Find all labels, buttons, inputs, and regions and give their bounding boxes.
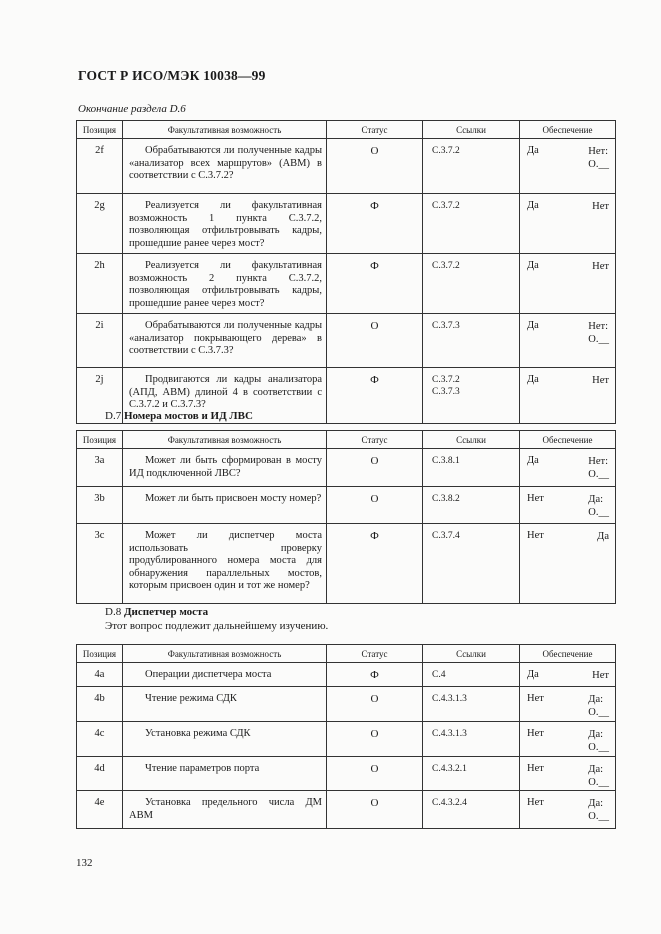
column-header-support: Обеспечение bbox=[520, 121, 616, 139]
table-row bbox=[77, 314, 616, 368]
support-primary: Да bbox=[527, 320, 539, 331]
position-cell: 2h bbox=[77, 254, 123, 314]
support-other: О.__ bbox=[588, 159, 609, 170]
support-cell bbox=[520, 139, 616, 194]
position-cell: 3a bbox=[77, 449, 123, 487]
reference-text: C.3.8.2 bbox=[432, 494, 460, 504]
option-cell bbox=[123, 194, 327, 254]
status-cell: Ф bbox=[327, 368, 423, 424]
support-alternative: Да bbox=[597, 531, 609, 542]
support-other: О.__ bbox=[588, 507, 609, 518]
column-header-references: Ссылки bbox=[423, 121, 520, 139]
status-cell: О bbox=[327, 757, 423, 791]
table-row bbox=[77, 524, 616, 604]
table-row bbox=[77, 254, 616, 314]
option-cell bbox=[123, 722, 327, 757]
reference-cell bbox=[423, 687, 520, 722]
support-cell bbox=[520, 791, 616, 829]
support-alternative: Да: bbox=[588, 694, 604, 705]
column-header-support: Обеспечение bbox=[520, 645, 616, 663]
column-header-status: Статус bbox=[327, 121, 423, 139]
reference-cell bbox=[423, 254, 520, 314]
status-cell: Ф bbox=[327, 663, 423, 687]
option-text: Обрабатываются ли полученные кадры «анализатор покрывающего дерева» в соответствии с С.3.7.3? bbox=[129, 320, 322, 357]
section-d8-heading: D.8 Диспетчер моста bbox=[105, 606, 209, 618]
page-number: 132 bbox=[76, 857, 93, 869]
support-other: О.__ bbox=[588, 707, 609, 718]
column-header-option: Факультативная возможность bbox=[123, 121, 327, 139]
column-header-position: Позиция bbox=[77, 431, 123, 449]
reference-text: C.3.8.1 bbox=[432, 456, 460, 466]
support-cell bbox=[520, 663, 616, 687]
position-cell: 4d bbox=[77, 757, 123, 791]
support-primary: Да bbox=[527, 145, 539, 156]
support-cell bbox=[520, 368, 616, 424]
option-cell bbox=[123, 791, 327, 829]
support-cell bbox=[520, 254, 616, 314]
support-other: О.__ bbox=[588, 334, 609, 345]
reference-text: C.4.3.1.3 bbox=[432, 729, 467, 739]
support-alternative: Да: bbox=[588, 798, 604, 809]
option-text: Может ли быть сформирован в мосту ИД подключенной ЛВС? bbox=[129, 455, 322, 479]
option-text: Операции диспетчера моста bbox=[145, 669, 272, 680]
reference-text: C.4.3.2.1 bbox=[432, 764, 467, 774]
reference-cell bbox=[423, 757, 520, 791]
support-other: О.__ bbox=[588, 777, 609, 788]
option-cell bbox=[123, 314, 327, 368]
reference-cell bbox=[423, 524, 520, 604]
support-cell bbox=[520, 524, 616, 604]
option-cell bbox=[123, 663, 327, 687]
status-cell: Ф bbox=[327, 524, 423, 604]
position-cell: 2i bbox=[77, 314, 123, 368]
reference-text: C.3.7.2 bbox=[432, 261, 460, 271]
column-header-option: Факультативная возможность bbox=[123, 431, 327, 449]
table-row bbox=[77, 449, 616, 487]
continuation-caption: Окончание раздела D.6 bbox=[78, 103, 186, 115]
support-alternative: Нет bbox=[592, 375, 609, 386]
table-row bbox=[77, 487, 616, 524]
status-cell: О bbox=[327, 139, 423, 194]
position-cell: 2j bbox=[77, 368, 123, 424]
column-header-status: Статус bbox=[327, 645, 423, 663]
support-cell bbox=[520, 722, 616, 757]
support-other: О.__ bbox=[588, 811, 609, 822]
status-cell: Ф bbox=[327, 254, 423, 314]
support-primary: Нет bbox=[527, 797, 544, 808]
table-row bbox=[77, 194, 616, 254]
support-alternative: Да: bbox=[588, 764, 604, 775]
support-primary: Нет bbox=[527, 693, 544, 704]
support-primary: Да bbox=[527, 455, 539, 466]
reference-text: C.4.3.1.3 bbox=[432, 694, 467, 704]
table-row bbox=[77, 757, 616, 791]
position-cell: 3b bbox=[77, 487, 123, 524]
column-header-position: Позиция bbox=[77, 645, 123, 663]
support-other: О.__ bbox=[588, 469, 609, 480]
support-cell bbox=[520, 194, 616, 254]
option-text: Может ли диспетчер моста использовать проверку продублированного номера моста для обнаружения параллельных мостов, которым присвоен один и тот же номер? bbox=[129, 530, 322, 592]
support-primary: Нет bbox=[527, 763, 544, 774]
position-cell: 3c bbox=[77, 524, 123, 604]
support-alternative: Нет bbox=[592, 261, 609, 272]
table-row bbox=[77, 663, 616, 687]
reference-text: C.4 bbox=[432, 670, 446, 680]
status-cell: О bbox=[327, 449, 423, 487]
reference-cell bbox=[423, 449, 520, 487]
reference-text: C.3.7.2 bbox=[432, 201, 460, 211]
table-row bbox=[77, 791, 616, 829]
support-primary: Нет bbox=[527, 530, 544, 541]
option-cell bbox=[123, 254, 327, 314]
options-table-d6 bbox=[76, 120, 616, 424]
option-text: Чтение параметров порта bbox=[145, 763, 260, 774]
support-alternative: Нет bbox=[592, 201, 609, 212]
position-cell: 4b bbox=[77, 687, 123, 722]
section-d7-heading: D.7 Номера мостов и ИД ЛВС bbox=[105, 410, 253, 422]
support-alternative: Нет: bbox=[588, 456, 609, 467]
column-header-references: Ссылки bbox=[423, 645, 520, 663]
position-cell: 4a bbox=[77, 663, 123, 687]
reference-cell bbox=[423, 368, 520, 424]
option-text: Обрабатываются ли полученные кадры «анализатор всех маршрутов» (ABM) в соответствии с С.3.7.2? bbox=[129, 145, 322, 182]
position-cell: 2f bbox=[77, 139, 123, 194]
column-header-position: Позиция bbox=[77, 121, 123, 139]
support-cell bbox=[520, 487, 616, 524]
support-primary: Да bbox=[527, 669, 539, 680]
reference-cell bbox=[423, 487, 520, 524]
column-header-status: Статус bbox=[327, 431, 423, 449]
table-row bbox=[77, 687, 616, 722]
support-alternative: Да: bbox=[588, 729, 604, 740]
position-cell: 2g bbox=[77, 194, 123, 254]
support-primary: Да bbox=[527, 374, 539, 385]
status-cell: О bbox=[327, 314, 423, 368]
document-header: ГОСТ Р ИСО/МЭК 10038—99 bbox=[78, 68, 266, 83]
status-cell: О bbox=[327, 791, 423, 829]
status-cell: О bbox=[327, 487, 423, 524]
section-d8-note: Этот вопрос подлежит дальнейшему изучению. bbox=[105, 620, 329, 632]
options-table-d7 bbox=[76, 430, 616, 604]
column-header-option: Факультативная возможность bbox=[123, 645, 327, 663]
support-primary: Нет bbox=[527, 728, 544, 739]
table-row bbox=[77, 722, 616, 757]
option-cell bbox=[123, 449, 327, 487]
reference-cell bbox=[423, 722, 520, 757]
support-alternative: Нет: bbox=[588, 146, 609, 157]
option-text: Установка предельного числа ДМ ABM bbox=[129, 797, 322, 821]
option-text: Реализуется ли факультативная возможность 2 пункта С.3.7.2, позволяющая отфильтровывать кадры, прошедшие ранее через мост? bbox=[129, 260, 322, 309]
reference-cell bbox=[423, 314, 520, 368]
support-alternative: Да: bbox=[588, 494, 604, 505]
position-cell: 4e bbox=[77, 791, 123, 829]
reference-cell bbox=[423, 139, 520, 194]
reference-text: C.3.7.4 bbox=[432, 531, 460, 541]
status-cell: Ф bbox=[327, 194, 423, 254]
support-cell bbox=[520, 687, 616, 722]
option-text: Реализуется ли факультативная возможность 1 пункта С.3.7.2, позволяющая отфильтровывать кадры, прошедшие ранее через мост? bbox=[129, 200, 322, 249]
status-cell: О bbox=[327, 722, 423, 757]
reference-cell bbox=[423, 791, 520, 829]
position-cell: 4c bbox=[77, 722, 123, 757]
column-header-references: Ссылки bbox=[423, 431, 520, 449]
options-table-d8 bbox=[76, 644, 616, 829]
support-primary: Да bbox=[527, 200, 539, 211]
support-cell bbox=[520, 314, 616, 368]
option-text: Может ли быть присвоен мосту номер? bbox=[145, 493, 322, 504]
column-header-support: Обеспечение bbox=[520, 431, 616, 449]
table-row bbox=[77, 139, 616, 194]
support-cell bbox=[520, 449, 616, 487]
support-primary: Нет bbox=[527, 493, 544, 504]
option-cell bbox=[123, 757, 327, 791]
option-text: Продвигаются ли кадры анализатора (АПД, ABM) длиной 4 в соответствии с С.3.7.2 и С.3.7.3? bbox=[129, 374, 322, 411]
support-other: О.__ bbox=[588, 742, 609, 753]
reference-cell bbox=[423, 663, 520, 687]
support-alternative: Нет: bbox=[588, 321, 609, 332]
reference-cell bbox=[423, 194, 520, 254]
reference-text: C.4.3.2.4 bbox=[432, 798, 467, 808]
option-cell bbox=[123, 687, 327, 722]
status-cell: О bbox=[327, 687, 423, 722]
option-cell bbox=[123, 139, 327, 194]
option-text: Установка режима СДК bbox=[145, 728, 251, 739]
reference-text: C.3.7.3 bbox=[432, 321, 460, 331]
option-text: Чтение режима СДК bbox=[145, 693, 237, 704]
support-alternative: Нет bbox=[592, 670, 609, 681]
support-primary: Да bbox=[527, 260, 539, 271]
option-cell bbox=[123, 487, 327, 524]
reference-text: C.3.7.2 C.3.7.3 bbox=[432, 375, 460, 397]
support-cell bbox=[520, 757, 616, 791]
reference-text: C.3.7.2 bbox=[432, 146, 460, 156]
option-cell bbox=[123, 524, 327, 604]
